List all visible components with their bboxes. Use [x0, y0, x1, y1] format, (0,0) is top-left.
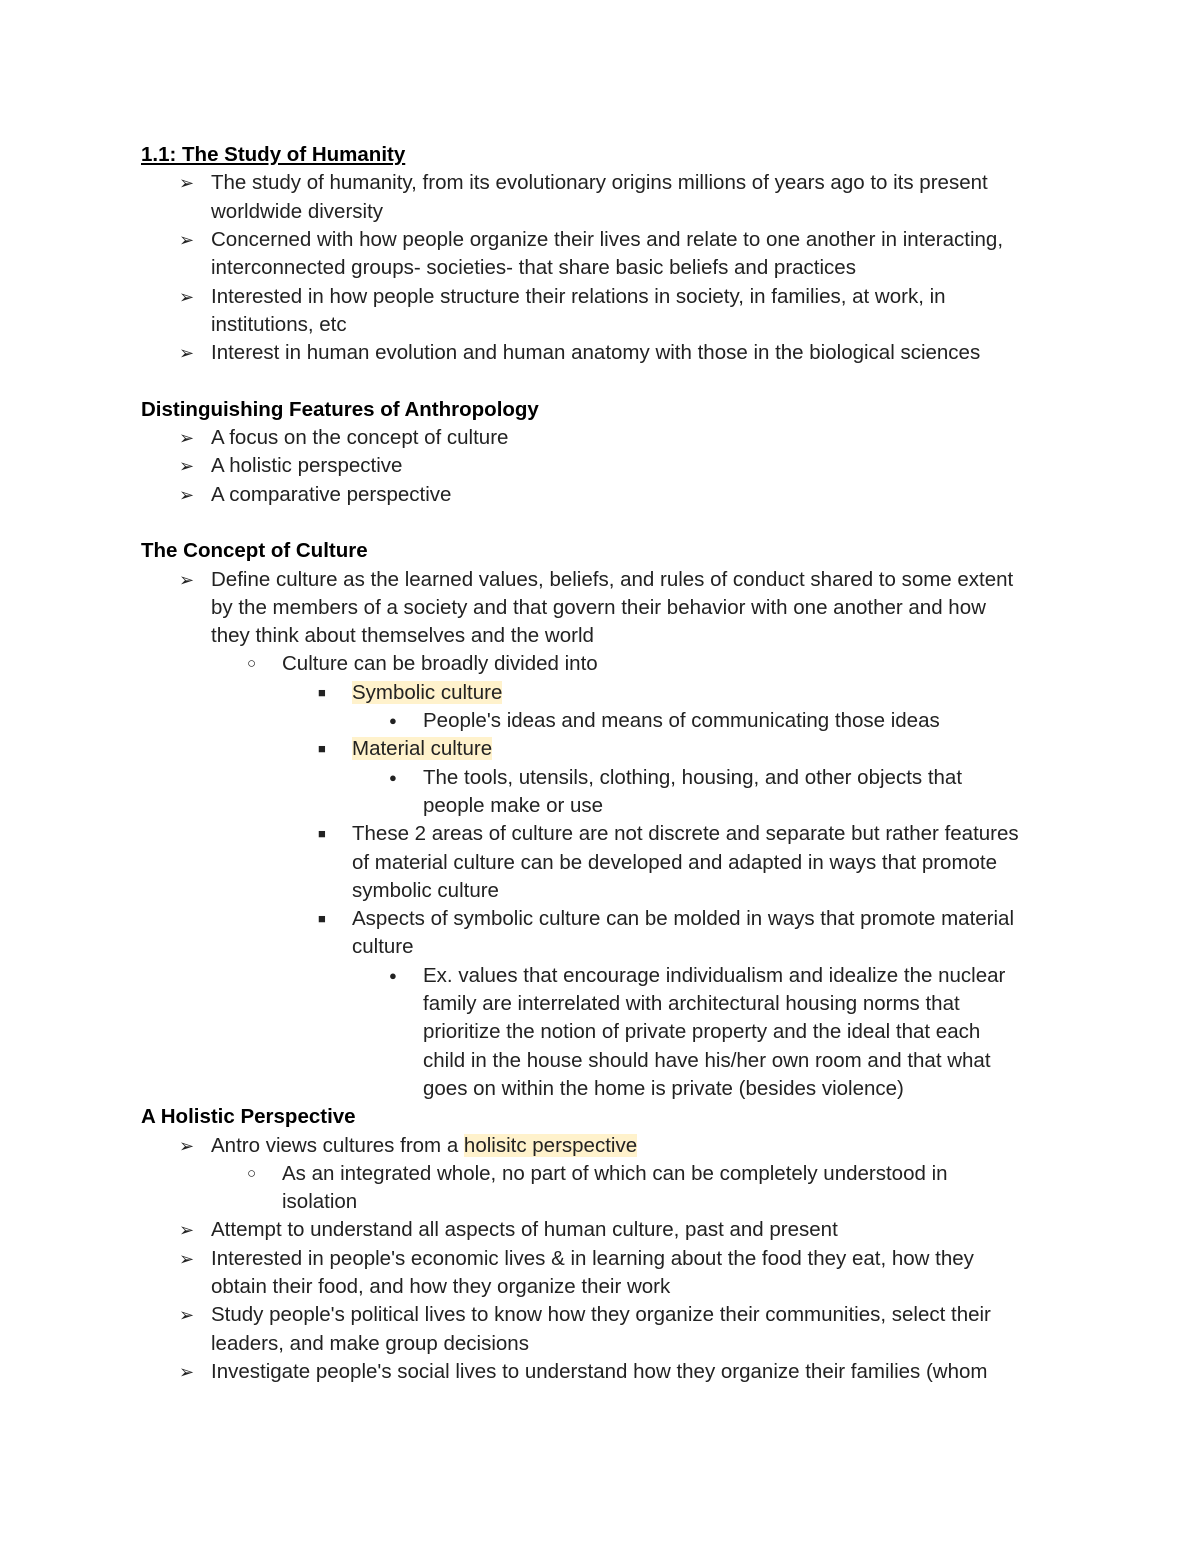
list-item-text: by the members of a society and that govern their behavior with one another and how	[211, 595, 986, 619]
list-item-text: The tools, utensils, clothing, housing, and other objects that	[423, 765, 963, 789]
list-item-text: Interested in people's economic lives & in learning about the food they eat, how they	[211, 1246, 974, 1270]
list-item	[282, 650, 598, 678]
list-item	[211, 1245, 974, 1273]
list-item-text: Interested in how people structure their relations in society, in families, at work, in	[211, 284, 946, 308]
list-item-text: symbolic culture	[352, 878, 499, 902]
list-item-text: culture	[352, 935, 414, 959]
list-item	[352, 735, 492, 763]
arrow-bullet-icon: ➢	[179, 1220, 195, 1241]
list-item	[211, 452, 402, 480]
square-bullet-icon: ■	[318, 684, 326, 700]
list-item-text: Define culture as the learned values, beliefs, and rules of conduct shared to some extent	[211, 567, 1014, 591]
list-item-text: people make or use	[423, 793, 604, 817]
list-item-continuation	[211, 594, 986, 622]
list-item-text: Ex. values that encourage individualism and idealize the nuclear	[423, 963, 1006, 987]
list-item	[211, 283, 946, 311]
list-item	[211, 339, 980, 367]
list-item	[423, 707, 940, 735]
list-item-text: People's ideas and means of communicating those ideas	[423, 709, 940, 732]
list-item-text: they think about themselves and the world	[211, 624, 594, 648]
section-heading-text: A Holistic Perspective	[141, 1105, 356, 1129]
list-item	[211, 1132, 637, 1160]
list-item-text: interconnected groups- societies- that share basic beliefs and practices	[211, 256, 856, 280]
list-item-text: Aspects of symbolic culture can be molded in ways that promote material	[352, 907, 1014, 931]
section-heading	[141, 1103, 356, 1131]
list-item-text: Material culture	[352, 737, 493, 761]
list-item-text: family are interrelated with architectural housing norms that	[423, 992, 960, 1015]
list-item-text: Study people's political lives to know how they organize their communities, select their	[211, 1303, 991, 1327]
list-item-continuation	[352, 849, 997, 877]
list-item-text: Concerned with how people organize their lives and relate to one another in interacting,	[211, 227, 1004, 251]
list-item	[352, 905, 1014, 933]
dot-bullet-icon: ●	[389, 713, 397, 728]
arrow-bullet-icon: ➢	[179, 569, 195, 590]
list-item-text: These 2 areas of culture are not discrete and separate but rather features	[352, 822, 1019, 846]
list-item-text: goes on within the home is private (besides violence)	[423, 1076, 904, 1100]
arrow-bullet-icon: ➢	[179, 343, 195, 364]
list-item	[282, 1160, 948, 1188]
arrow-bullet-icon: ➢	[179, 229, 195, 250]
list-item-continuation	[211, 622, 594, 650]
circle-bullet-icon: ○	[247, 1164, 257, 1182]
list-item-text: of material culture can be developed and adapted in ways that promote	[352, 850, 998, 874]
list-item-text: Investigate people's social lives to understand how they organize their families (whom	[211, 1359, 988, 1383]
arrow-bullet-icon: ➢	[179, 173, 195, 194]
list-item-text: worldwide diversity	[211, 199, 384, 223]
square-bullet-icon: ■	[318, 911, 326, 927]
list-item-continuation	[211, 311, 347, 339]
list-item	[211, 226, 1003, 254]
arrow-bullet-icon: ➢	[179, 1361, 195, 1382]
arrow-bullet-icon: ➢	[179, 286, 195, 307]
list-item-text: A focus on the concept of culture	[211, 426, 509, 449]
arrow-bullet-icon: ➢	[179, 1135, 195, 1156]
list-item-continuation	[423, 1075, 904, 1103]
list-item-text: prioritize the notion of private property and the ideal that each	[423, 1020, 981, 1044]
list-item-continuation	[352, 877, 499, 905]
arrow-bullet-icon: ➢	[179, 456, 195, 477]
square-bullet-icon: ■	[318, 826, 326, 842]
list-item-text: Antro views cultures from a	[211, 1133, 464, 1157]
section-heading-text: The Concept of Culture	[141, 539, 368, 563]
list-item-text: isolation	[282, 1190, 358, 1214]
list-item-text: A comparative perspective	[211, 482, 452, 506]
list-item-text: Interest in human evolution and human anatomy with those in the biological sciences	[211, 341, 981, 365]
section-heading	[141, 537, 368, 565]
list-item-text: Culture can be broadly divided into	[282, 652, 598, 676]
dot-bullet-icon: ●	[389, 967, 397, 983]
arrow-bullet-icon: ➢	[179, 1305, 195, 1326]
list-item-continuation	[211, 1330, 529, 1358]
list-item-text: institutions, etc	[211, 312, 347, 336]
list-item-text: A holistic perspective	[211, 454, 403, 478]
arrow-bullet-icon: ➢	[179, 428, 195, 448]
list-item	[211, 1358, 988, 1386]
list-item-text: The study of humanity, from its evolutionary origins millions of years ago to its present	[211, 171, 988, 195]
list-item-continuation	[352, 933, 414, 961]
arrow-bullet-icon: ➢	[179, 1248, 195, 1269]
list-item	[211, 169, 988, 197]
list-item-continuation	[211, 1273, 670, 1301]
list-item-continuation	[423, 1047, 991, 1075]
list-item	[211, 1216, 838, 1244]
list-item-text: As an integrated whole, no part of which can be completely understood in	[282, 1161, 948, 1185]
list-item	[211, 1301, 991, 1329]
arrow-bullet-icon: ➢	[179, 484, 195, 505]
list-item-continuation	[423, 990, 960, 1018]
list-item-continuation	[423, 792, 603, 820]
list-item-text: child in the house should have his/her own room and that what	[423, 1048, 991, 1072]
dot-bullet-icon: ●	[389, 769, 397, 785]
circle-bullet-icon: ○	[247, 655, 257, 673]
section-heading-text: 1.1: The Study of Humanity	[141, 143, 406, 166]
list-item	[211, 566, 1013, 594]
highlighted-term: holisitc perspective	[463, 1133, 638, 1157]
list-item-continuation	[211, 254, 856, 282]
list-item	[423, 962, 1005, 990]
list-item	[211, 481, 451, 509]
list-item-text: Symbolic culture	[352, 680, 503, 704]
list-item-continuation	[282, 1188, 357, 1216]
section-heading	[141, 396, 539, 424]
list-item-continuation	[211, 198, 383, 226]
list-item-text: obtain their food, and how they organize their work	[211, 1275, 671, 1298]
list-item-continuation	[423, 1018, 980, 1046]
list-item	[352, 820, 1019, 848]
list-item-text: leaders, and make group decisions	[211, 1331, 529, 1355]
section-heading	[141, 141, 405, 169]
list-item	[211, 424, 508, 452]
list-item	[423, 764, 962, 792]
list-item	[352, 679, 502, 707]
section-heading-text: Distinguishing Features of Anthropology	[141, 397, 539, 421]
square-bullet-icon: ■	[318, 741, 326, 757]
list-item-text: Attempt to understand all aspects of human culture, past and present	[211, 1218, 838, 1242]
